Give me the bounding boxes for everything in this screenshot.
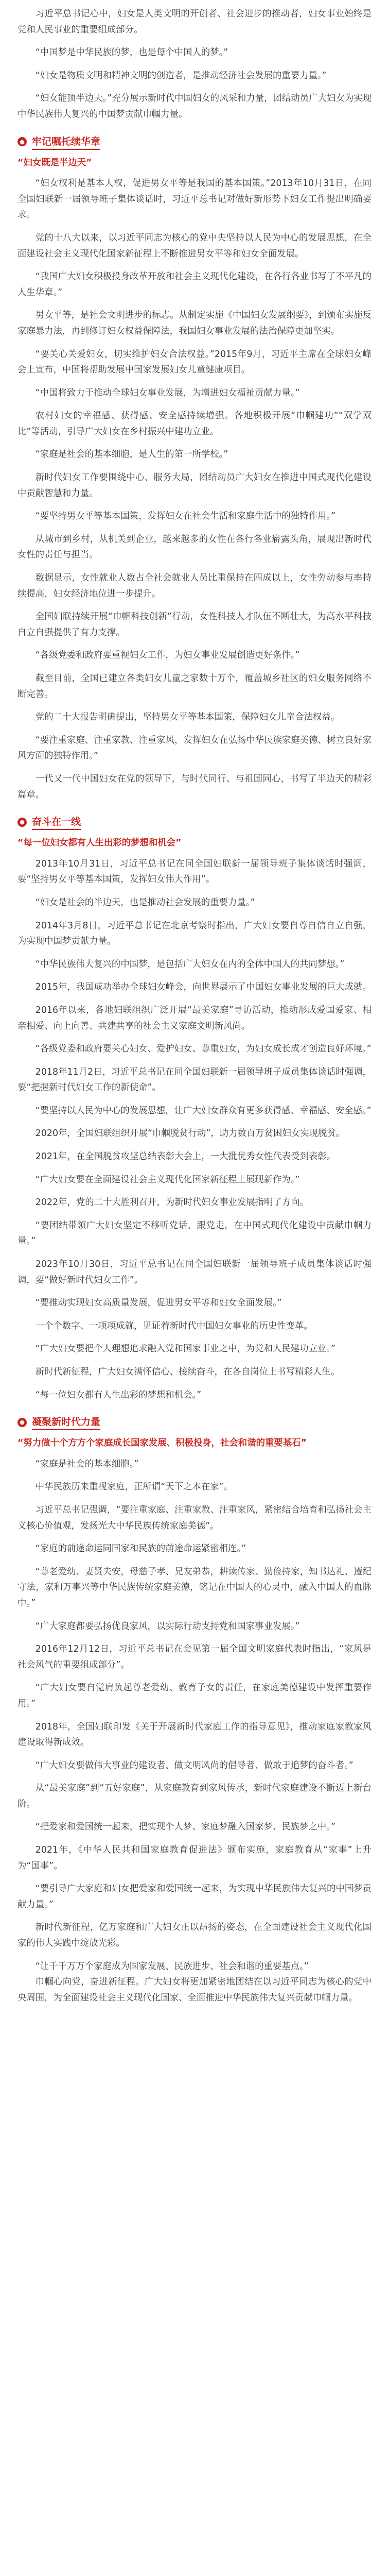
paragraph: 农村妇女的幸福感、获得感、安全感持续增强。各地积极开展“巾帼建功”“双学双比”等活动，引导广大妇女在乡村振兴中建功立业。 <box>17 411 372 437</box>
paragraph: 中华民族历来重视家庭，正所谓“天下之本在家”。 <box>35 1482 233 1493</box>
paragraph: 新时代新征程，广大妇女满怀信心、接续奋斗，在各自岗位上书写精彩人生。 <box>35 1367 340 1377</box>
section-quote-1: “妇女既是半边天” <box>17 157 92 168</box>
paragraph: 2013年10月31日，习近平总书记在同全国妇联新一届领导班子集体谈话时强调，要“坚持男女平等基本国策，发挥妇女伟大作用”。 <box>17 858 372 885</box>
section-title-2: 奋斗在一线 <box>32 814 81 830</box>
paragraph: 2016年以来，各地妇联组织广泛开展“最美家庭”寻访活动，推动形成爱国爱家、相亲相爱、向上向善、共建共享的社会主义家庭文明新风尚。 <box>17 1005 372 1031</box>
paragraph: “广大妇女要自觉肩负起尊老爱幼、教育子女的责任，在家庭美德建设中发挥重要作用。” <box>17 1683 372 1709</box>
paragraph: “家庭是社会的基本细胞。” <box>35 1459 139 1469</box>
paragraph: “广大妇女要在全面建设社会主义现代化国家新征程上展现新作为。” <box>35 1174 300 1185</box>
paragraph: 一个个数字、一项项成就，见证着新时代中国妇女事业的历史性变革。 <box>35 1320 313 1331</box>
paragraph: 从“最美家庭”到“五好家庭”，从家庭教育到家风传承，新时代家庭建设不断迈上新台阶。 <box>17 1783 372 1809</box>
paragraph: “妇女是物质文明和精神文明的创造者，是推动经济社会发展的重要力量。” <box>35 70 327 81</box>
paragraph: “广大妇女要做伟大事业的建设者、做文明风尚的倡导者、做敢于追梦的奋斗者。” <box>35 1760 353 1771</box>
paragraph: 新时代妇女工作要围绕中心、服务大局，团结动员广大妇女在推进中国式现代化建设中贡献智慧和力量。 <box>17 472 372 499</box>
section-title-1: 牢记嘱托续华章 <box>32 134 100 150</box>
paragraph: “要坚持以人民为中心的发展思想，让广大妇女群众有更多获得感、幸福感、安全感。” <box>35 1105 372 1116</box>
paragraph: 数据显示，女性就业人数占全社会就业人员比重保持在四成以上，女性劳动参与率持续提高，妇女经济地位进一步提升。 <box>17 573 372 599</box>
intro-section <box>17 6 372 123</box>
paragraph: 2018年11月2日，习近平总书记在同全国妇联新一届领导班子成员集体谈话时强调，要“把握新时代妇女工作的新使命”。 <box>17 1066 372 1093</box>
paragraph: 2015年，我国成功举办全球妇女峰会，向世界展示了中国妇女事业发展的巨大成就。 <box>35 982 372 993</box>
paragraph: “广大家庭都要弘扬优良家风，以实际行动支持党和国家事业发展。” <box>35 1621 300 1632</box>
paragraph: 从城市到乡村，从机关到企业，越来越多的女性在各行各业崭露头角，展现出新时代女性的责任与担当。 <box>17 534 372 561</box>
paragraph: 巾帼心向党，奋进新征程。广大妇女将更加紧密地团结在以习近平同志为核心的党中央周围，为全面建设社会主义现代化国家、全面推进中华民族伟大复兴贡献巾帼力量。 <box>17 1977 372 2003</box>
paragraph: “中华民族伟大复兴的中国梦，是包括广大妇女在内的全体中国人的共同梦想。” <box>35 959 345 970</box>
paragraph: “妇女能顶半边天。”充分展示新时代中国妇女的风采和力量，团结动员广大妇女为实现中华民族伟大复兴的中国梦贡献巾帼力量。 <box>17 93 372 120</box>
paragraph: “把爱家和爱国统一起来，把实现个人梦、家庭梦融入国家梦、民族梦之中。” <box>35 1822 336 1833</box>
section-quote-2: “每一位妇女都有人生出彩的梦想和机会” <box>17 838 182 849</box>
closing-section <box>17 1974 372 2006</box>
paragraph: “让千千万万个家庭成为国家发展、民族进步、社会和谐的重要基点。” <box>35 1961 309 1972</box>
paragraph: 习近平总书记强调，“要注重家庭、注重家教、注重家风，紧密结合培育和弘扬社会主义核心价值观，发扬光大中华民族传统家庭美德”。 <box>17 1504 372 1531</box>
paragraph: 2016年12月12日，习近平总书记在会见第一届全国文明家庭代表时指出，“家风是社会风气的重要组成部分”。 <box>17 1644 372 1670</box>
paragraph: 党的二十大报告明确提出，坚持男女平等基本国策，保障妇女儿童合法权益。 <box>35 712 340 723</box>
section-body-3 <box>17 1456 372 1974</box>
bullet-icon: ● <box>17 1418 27 1427</box>
section-body-2 <box>17 856 372 1403</box>
paragraph: 2021年，在全国脱贫攻坚总结表彰大会上，一大批优秀女性代表受到表彰。 <box>35 1151 336 1162</box>
paragraph: “要引导广大家庭和妇女把爱家和爱国统一起来，为实现中华民族伟大复兴的中国梦贡献力量。” <box>17 1884 372 1910</box>
paragraph: “要团结带领广大妇女坚定不移听党话、跟党走，在中国式现代化建设中贡献巾帼力量。” <box>17 1220 372 1247</box>
paragraph: “妇女是社会的半边天，也是推动社会发展的重要力量。” <box>35 897 255 908</box>
paragraph: 全国妇联持续开展“巾帼科技创新”行动，女性科技人才队伍不断壮大，为高水平科技自立自强提供了有力支撑。 <box>17 612 372 638</box>
paragraph: 2014年3月8日，习近平总书记在北京考察时指出，广大妇女要自尊自信自立自强，为实现中国梦贡献力量。 <box>17 920 372 947</box>
section-header-3 <box>17 1414 372 1430</box>
paragraph: “广大妇女要把个人理想追求融入党和国家事业之中，为党和人民建功立业。” <box>35 1344 336 1354</box>
paragraph: 2021年，《中华人民共和国家庭教育促进法》颁布实施，家庭教育从“家事”上升为“国事”。 <box>17 1845 372 1871</box>
paragraph: “要注重家庭、注重家教、注重家风，发挥妇女在弘扬中华民族家庭美德、树立良好家风方面的独特作用。” <box>17 735 372 761</box>
section-quote-3: “努力做十个方方个家庭成长国家发展、积极投身，社会和谐的重要基石” <box>17 1438 307 1449</box>
paragraph: 2023年10月30日，习近平总书记在同全国妇联新一届领导班子成员集体谈话时强调，要“做好新时代妇女工作”。 <box>17 1259 372 1285</box>
paragraph: “每一位妇女都有人生出彩的梦想和机会。” <box>35 1389 202 1400</box>
paragraph: 截至目前，全国已建立各类妇女儿童之家数十万个，覆盖城乡社区的妇女服务网络不断完善。 <box>17 673 372 700</box>
paragraph: “各级党委和政府要关心妇女、爱护妇女、尊重妇女，为妇女成长成才创造良好环境。” <box>35 1044 372 1055</box>
paragraph: 2022年，党的二十大胜利召开，为新时代妇女事业发展指明了方向。 <box>35 1197 309 1208</box>
paragraph: “我国广大妇女积极投身改革开放和社会主义现代化建设，在各行各业书写了不平凡的人生华章。” <box>17 272 372 298</box>
bullet-icon: ● <box>17 818 27 827</box>
section-header-2 <box>17 814 372 830</box>
paragraph: “家庭的前途命运同国家和民族的前途命运紧密相连。” <box>35 1544 246 1554</box>
paragraph: 2018年，全国妇联印发《关于开展新时代家庭工作的指导意见》，推动家庭家教家风建设取得新成效。 <box>17 1721 372 1748</box>
paragraph: 男女平等，是社会文明进步的标志。从制定实施《中国妇女发展纲要》，到颁布实施反家庭暴力法，再到修订妇女权益保障法，我国妇女事业发展的法治保障更加坚实。 <box>17 310 372 336</box>
paragraph: “要推动实现妇女高质量发展，促进男女平等和妇女全面发展。” <box>35 1298 282 1309</box>
paragraph: “要关心关爱妇女，切实维护妇女合法权益。”2015年9月，习近平主席在全球妇女峰会上宣布，中国将帮助发展中国家发展妇女儿童健康项目。 <box>17 349 372 376</box>
paragraph: “家庭是社会的基本细胞，是人生的第一所学校。” <box>35 449 228 460</box>
paragraph: 2020年，全国妇联组织开展“巾帼脱贫行动”，助力数百万贫困妇女实现脱贫。 <box>35 1128 345 1139</box>
paragraph: “各级党委和政府要重视妇女工作，为妇女事业发展创造更好条件。” <box>35 650 300 661</box>
section-header-1 <box>17 134 372 150</box>
paragraph: “中国将致力于推动全球妇女事业发展，为增进妇女福祉贡献力量。” <box>35 387 300 398</box>
paragraph: “妇女权利是基本人权，促进男女平等是我国的基本国策。”2013年10月31日，在同全国妇联新一届领导班子集体谈话时，习近平总书记对做好新形势下妇女工作提出明确要求。 <box>17 178 372 221</box>
section-body-1 <box>17 176 372 803</box>
paragraph: 一代又一代中国妇女在党的领导下，与时代同行、与祖国同心，书写了半边天的精彩篇章。 <box>17 773 372 800</box>
bullet-icon: ● <box>17 137 27 146</box>
paragraph: 习近平总书记心中，妇女是人类文明的开创者、社会进步的推动者，妇女事业始终是党和人民事业的重要组成部分。 <box>17 9 372 35</box>
paragraph: “尊老爱幼、妻贤夫安，母慈子孝、兄友弟恭，耕读传家、勤俭持家，知书达礼、遵纪守法，家和万事兴等中华民族传统家庭美德，铭记在中国人的心灵中，融入中国人的血脉中。” <box>17 1566 372 1608</box>
paragraph: “中国梦是中华民族的梦，也是每个中国人的梦。” <box>35 47 228 58</box>
paragraph: “要坚持男女平等基本国策，发挥妇女在社会生活和家庭生活中的独特作用。” <box>35 511 336 522</box>
section-title-3: 凝聚新时代力量 <box>32 1414 100 1430</box>
paragraph: 党的十八大以来，以习近平同志为核心的党中央坚持以人民为中心的发展思想，在全面建设社会主义现代化国家新征程上不断推进男女平等和妇女全面发展。 <box>17 232 372 259</box>
paragraph: 新时代新征程，亿万家庭和广大妇女正以昂扬的姿态，在全面建设社会主义现代化国家的伟大实践中绽放光彩。 <box>17 1922 372 1949</box>
